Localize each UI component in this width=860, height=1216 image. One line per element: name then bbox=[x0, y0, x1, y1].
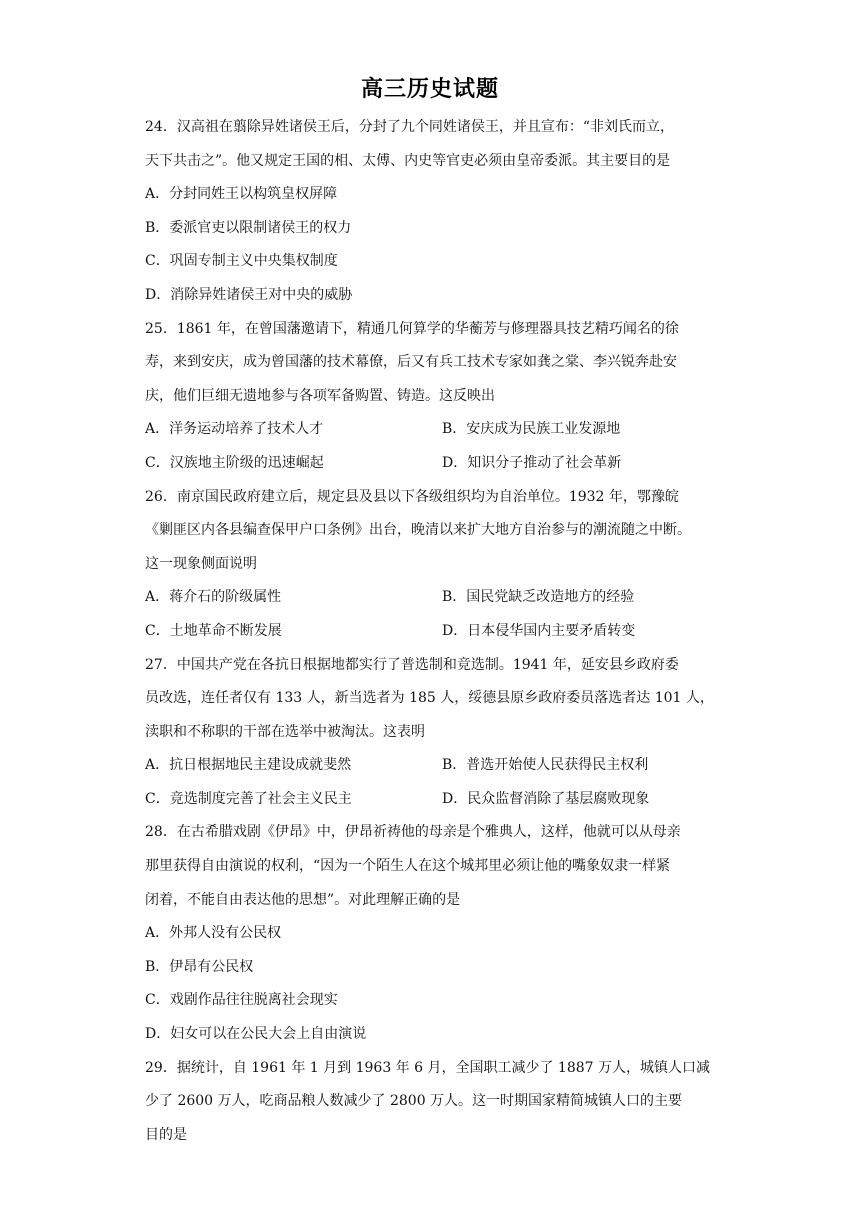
question-stem-line: 28．在古希腊戏剧《伊昂》中，伊昂祈祷他的母亲是个雅典人，这样，他就可以从母亲 bbox=[145, 824, 681, 841]
question-stem-line: 寿，来到安庆，成为曾国藩的技术幕僚，后又有兵工技术专家如龚之棠、李兴锐奔赴安 bbox=[145, 354, 677, 371]
option-b: B．伊昂有公民权 bbox=[145, 958, 254, 975]
option-d: D．民众监督消除了基层腐败现象 bbox=[442, 790, 650, 807]
option-a: A．分封同姓王以构筑皇权屏障 bbox=[145, 186, 338, 203]
option-row bbox=[145, 413, 720, 447]
option-b: B．国民党缺乏改造地方的经验 bbox=[442, 589, 635, 606]
option-b: B．安庆成为民族工业发源地 bbox=[442, 421, 621, 438]
option-a: A．抗日根据地民主建设成就斐然 bbox=[145, 757, 352, 774]
question-stem-line: 渎职和不称职的干部在选举中被淘汰。这表明 bbox=[145, 723, 425, 740]
option-row bbox=[145, 749, 720, 783]
question-24 bbox=[145, 111, 720, 313]
option-d: D．妇女可以在公民大会上自由演说 bbox=[145, 1026, 367, 1043]
question-25 bbox=[145, 313, 720, 481]
question-stem-line: 闭着，不能自由表达他的思想”。对此理解正确的是 bbox=[145, 891, 461, 908]
page-title: 高三历史试题 bbox=[360, 77, 499, 102]
option-c: C．竞选制度完善了社会主义民主 bbox=[145, 790, 352, 807]
option-d: D．消除异姓诸侯王对中央的威胁 bbox=[145, 286, 353, 303]
option-b: B．委派官吏以限制诸侯王的权力 bbox=[145, 219, 352, 236]
option-c: C．土地革命不断发展 bbox=[145, 622, 282, 639]
question-28 bbox=[145, 816, 720, 1051]
question-stem-line: 员改选，连任者仅有 133 人，新当选者为 185 人，绥德县原乡政府委员落选者达 101 人， bbox=[145, 690, 714, 707]
option-row bbox=[145, 783, 720, 817]
option-a: A．外邦人没有公民权 bbox=[145, 925, 282, 942]
question-stem-line: 《剿匪区内各县编查保甲户口条例》出台，晚清以来扩大地方自治参与的潮流随之中断。 bbox=[145, 522, 691, 539]
option-c: C．汉族地主阶级的迅速崛起 bbox=[145, 454, 324, 471]
question-stem-line: 少了 2600 万人，吃商品粮人数减少了 2800 万人。这一时期国家精简城镇人口的主要 bbox=[145, 1093, 683, 1110]
question-27 bbox=[145, 649, 720, 817]
question-stem-line: 25．1861 年，在曾国藩邀请下，精通几何算学的华蘅芳与修理器具技艺精巧闻名的徐 bbox=[145, 320, 679, 337]
question-stem-line: 庆，他们巨细无遗地参与各项军备购置、铸造。这反映出 bbox=[145, 387, 495, 404]
question-list bbox=[145, 111, 720, 1152]
question-stem-line: 这一现象侧面说明 bbox=[145, 555, 257, 572]
question-stem-line: 29．据统计，自 1961 年 1 月到 1963 年 6 月，全国职工减少了 1887 万人，城镇人口减 bbox=[145, 1059, 711, 1076]
question-stem-line: 目的是 bbox=[145, 1126, 187, 1143]
question-stem-line: 26．南京国民政府建立后，规定县及县以下各级组织均为自治单位。1932 年，鄂豫皖 bbox=[145, 488, 679, 505]
option-row bbox=[145, 447, 720, 481]
question-stem-line: 24．汉高祖在翦除异姓诸侯王后，分封了九个同姓诸侯王，并且宣布：“非刘氏而立， bbox=[145, 119, 674, 135]
option-row bbox=[145, 581, 720, 615]
option-d: D．知识分子推动了社会革新 bbox=[442, 454, 622, 471]
question-stem-line: 天下共击之”。他又规定王国的相、太傅、内史等官吏必须由皇帝委派。其主要目的是 bbox=[145, 152, 671, 169]
option-row bbox=[145, 615, 720, 649]
question-stem-line: 27．中国共产党在各抗日根据地都实行了普选制和竞选制。1941 年，延安县乡政府委 bbox=[145, 656, 679, 673]
option-a: A．洋务运动培养了技术人才 bbox=[145, 421, 324, 438]
option-c: C．巩固专制主义中央集权制度 bbox=[145, 253, 338, 270]
option-c: C．戏剧作品往往脱离社会现实 bbox=[145, 992, 338, 1009]
option-a: A．蒋介石的阶级属性 bbox=[145, 589, 282, 606]
question-stem-line: 那里获得自由演说的权利，“因为一个陌生人在这个城邦里必须让他的嘴象奴隶一样紧 bbox=[145, 858, 671, 875]
option-d: D．日本侵华国内主要矛盾转变 bbox=[442, 622, 636, 639]
option-b: B．普选开始使人民获得民主权利 bbox=[442, 757, 649, 774]
question-29 bbox=[145, 1052, 720, 1153]
question-26 bbox=[145, 481, 720, 649]
